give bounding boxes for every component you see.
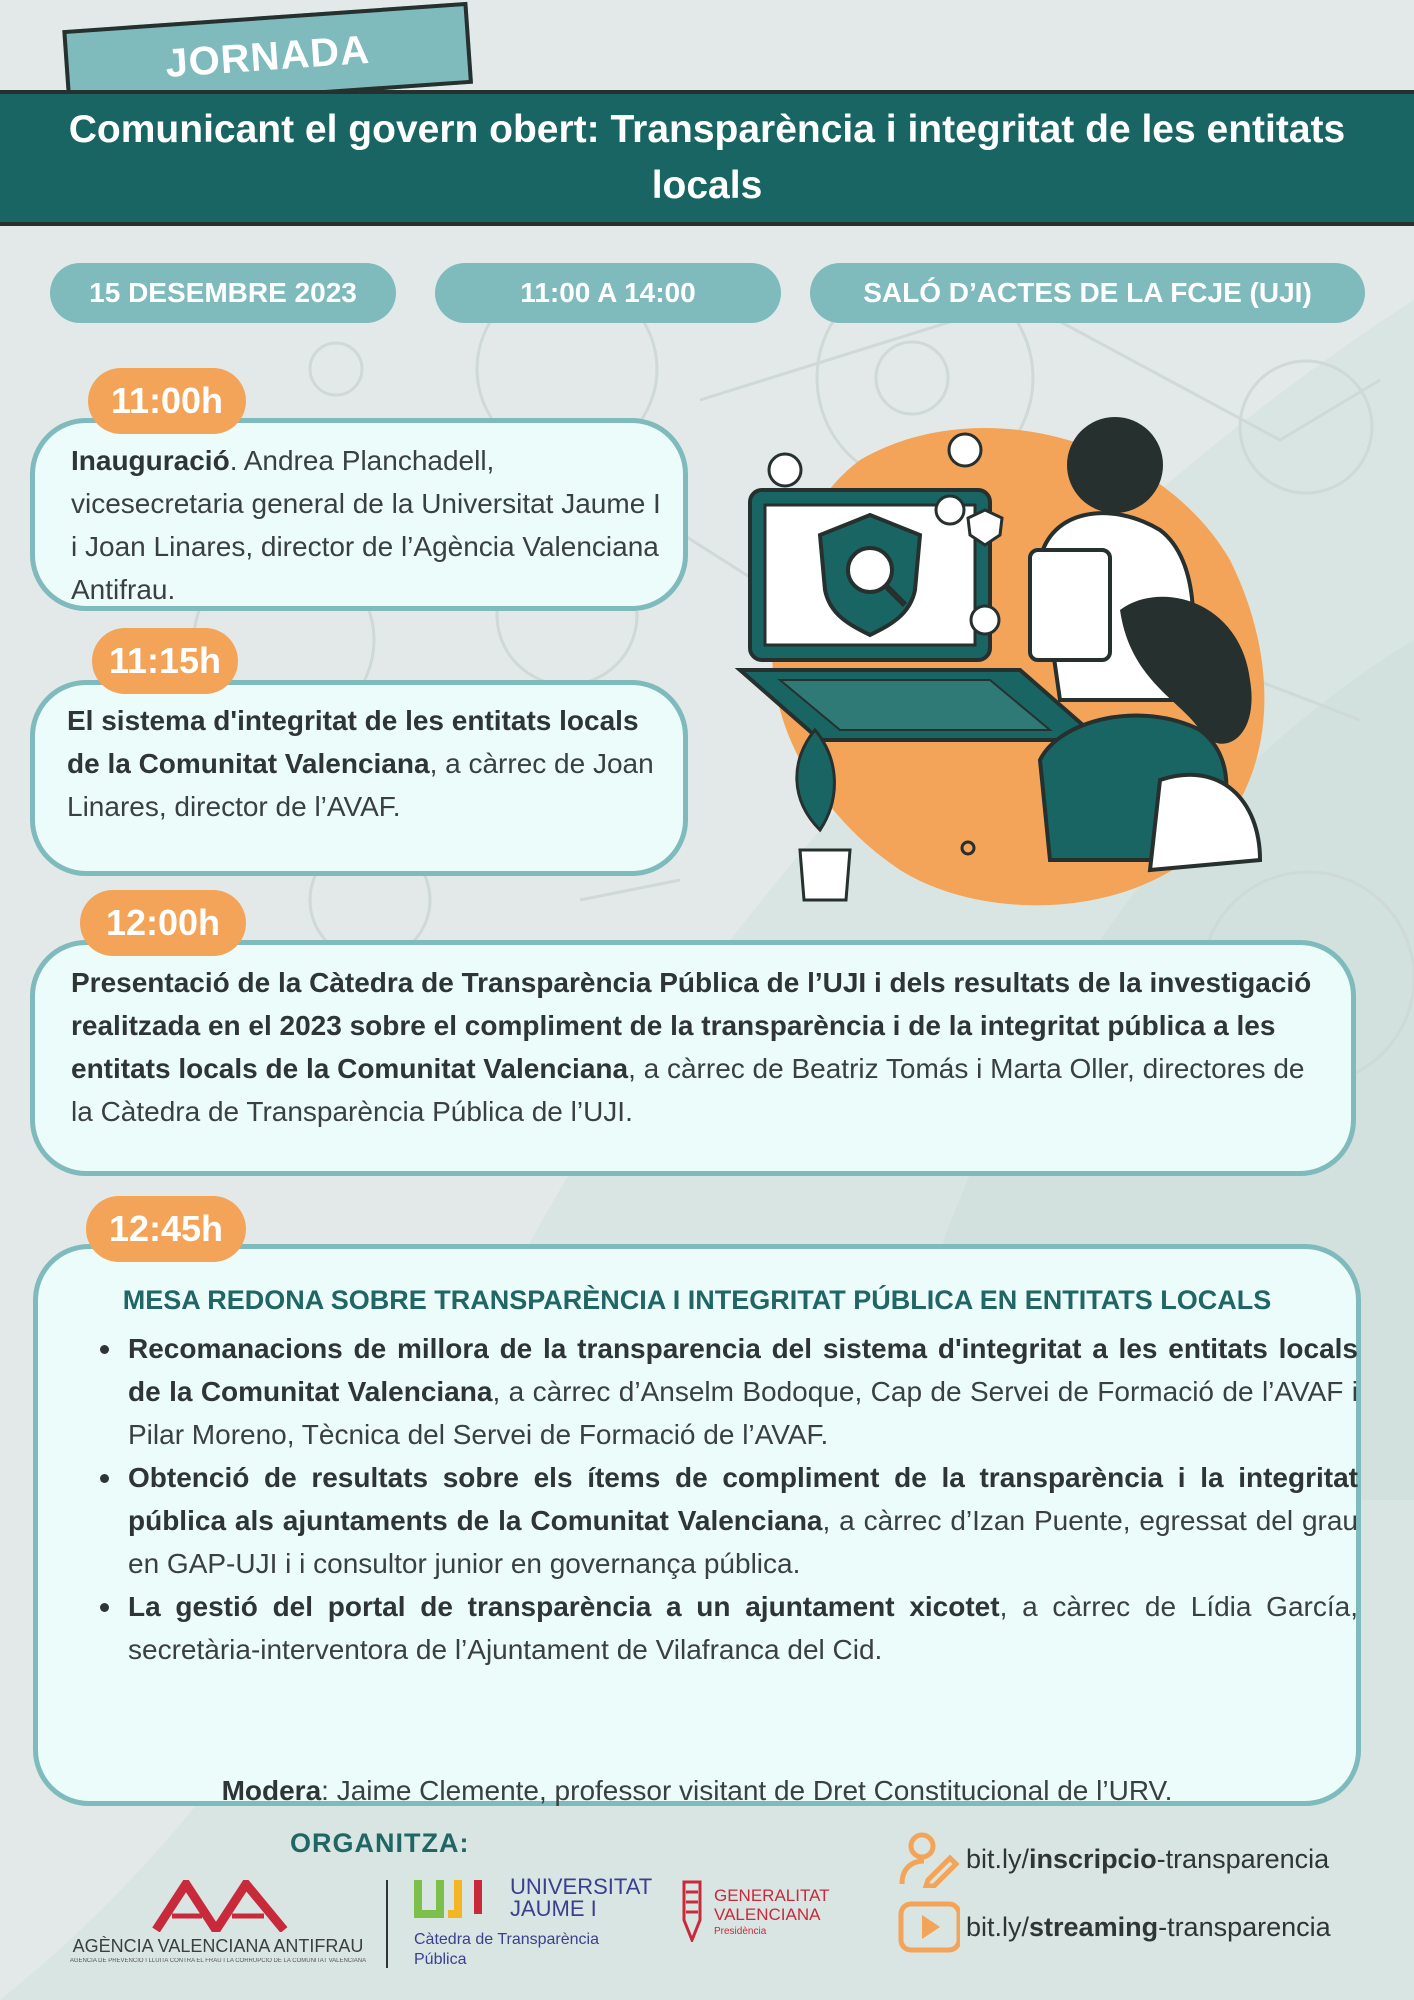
avaf-logo-text: AGÈNCIA VALENCIANA ANTIFRAU — [72, 1936, 364, 1956]
item-description: , a càrrec de Beatriz Tomás i Marta Oller, directores de la Càtedra de Transparència Pública de l’UJI. — [71, 1053, 1305, 1127]
avaf-logo — [66, 1880, 370, 1970]
registration-link-prefix: bit.ly/ — [966, 1843, 1030, 1874]
time-badge-1100: 11:00h — [88, 368, 246, 434]
item-title: El sistema d'integritat de les entitats locals de la Comunitat Valenciana — [67, 705, 639, 779]
gva-line3: Presidència — [714, 1926, 767, 1937]
item-description: , a càrrec d’Izan Puente, egressat del grau en GAP-UJI i i consultor junior en governança pública. — [128, 1505, 1359, 1579]
streaming-link-prefix: bit.ly/ — [966, 1911, 1030, 1942]
gva-logo — [680, 1880, 850, 1950]
time-badge-1115: 11:15h — [92, 628, 238, 694]
moderator-text: : Jaime Clemente, professor visitant de Dret Constitucional de l’URV. — [321, 1775, 1173, 1806]
agenda-item-sistema-integritat — [30, 680, 688, 876]
item-title: Presentació de la Càtedra de Transparència Pública de l’UJI i dels resultats de la investigació realitzada en el 2023 sobre el compliment de la transparència i de la integritat pública a les entitats locals de la Comunitat Valenciana — [71, 967, 1312, 1084]
uji-subtitle-line1: Càtedra de Transparència — [414, 1931, 599, 1948]
avaf-logo-mark-icon — [152, 1880, 288, 1932]
agenda-item-presentacio-catedra — [30, 940, 1356, 1176]
gva-shield-icon — [680, 1880, 704, 1942]
date-pill: 15 DESEMBRE 2023 — [50, 263, 396, 323]
uji-logo-mark-icon — [414, 1878, 500, 1918]
avaf-logo-subtitle: AGÈNCIA DE PREVENCIÓ I LLUITA CONTRA EL FRAU I LA CORRUPCIÓ DE LA COMUNITAT VALENCIANA — [69, 1958, 367, 1964]
location-pill: SALÓ D’ACTES DE LA FCJE (UJI) — [810, 263, 1365, 323]
item-title: La gestió del portal de transparència a un ajuntament xicotet — [128, 1591, 1000, 1622]
jornada-tag-text: JORNADA — [163, 27, 372, 86]
page-title: Comunicant el govern obert: Transparència i integritat de les entitats locals — [0, 90, 1414, 226]
footer-links — [898, 1826, 1378, 1962]
uji-logo — [414, 1876, 654, 1972]
list-item — [98, 1585, 1358, 1671]
item-title: Obtenció de resultats sobre els ítems de compliment de la transparència i la integritat pública als ajuntaments de la Comunitat Valenciana — [128, 1462, 1358, 1536]
streaming-link[interactable] — [898, 1894, 1378, 1960]
gva-line2: VALENCIANA — [714, 1905, 821, 1924]
mesa-redona-title: MESA REDONA SOBRE TRANSPARÈNCIA I INTEGRITAT PÚBLICA EN ENTITATS LOCALS — [122, 1285, 1272, 1315]
uji-name-line2: JAUME I — [510, 1896, 597, 1921]
list-item — [98, 1456, 1358, 1585]
agenda-item-inauguracio — [30, 418, 688, 611]
moderator-label: Modera — [221, 1775, 322, 1806]
time-badge-1245: 12:45h — [86, 1196, 246, 1262]
item-description: . Andrea Planchadell, vicesecretaria general de la Universitat Jaume I i Joan Linares, director de l’Agència Valenciana Antifrau. — [71, 445, 661, 605]
uji-subtitle-line2: Pública — [414, 1951, 467, 1968]
organitza-label: ORGANITZA: — [290, 1828, 470, 1858]
uji-name-line1: UNIVERSITAT — [510, 1874, 653, 1899]
register-user-icon — [898, 1830, 960, 1888]
list-item — [98, 1327, 1358, 1456]
gva-line1: GENERALITAT — [714, 1886, 830, 1905]
item-description: , a càrrec d’Anselm Bodoque, Cap de Servei de Formació de l’AVAF i Pilar Moreno, Tècnica del Servei de Formació de l’AVAF. — [128, 1376, 1358, 1450]
streaming-link-bold: streaming — [1029, 1911, 1159, 1942]
moderator-line — [38, 1769, 1356, 1812]
agenda-item-mesa-redona — [33, 1244, 1361, 1806]
time-badge-1200: 12:00h — [80, 890, 246, 956]
item-description: , a càrrec de Joan Linares, director de l’AVAF. — [67, 748, 654, 822]
footer-divider — [386, 1880, 388, 1968]
registration-link-suffix: -transparencia — [1156, 1843, 1330, 1874]
item-description: , a càrrec de Lídia García, secretària-interventora de l’Ajuntament de Vilafranca del Cid. — [128, 1591, 1358, 1665]
registration-link[interactable] — [898, 1826, 1378, 1892]
item-title: Inauguració — [71, 445, 230, 476]
streaming-link-suffix: -transparencia — [1158, 1911, 1331, 1942]
security-illustration — [720, 400, 1280, 920]
time-pill: 11:00 A 14:00 — [435, 263, 781, 323]
mesa-redona-list — [98, 1327, 1358, 1671]
item-title: Recomanacions de millora de la transparencia del sistema d'integritat a les entitats locals de la Comunitat Valenciana — [128, 1333, 1358, 1407]
registration-link-bold: inscripcio — [1029, 1843, 1157, 1874]
play-video-icon — [898, 1898, 960, 1956]
